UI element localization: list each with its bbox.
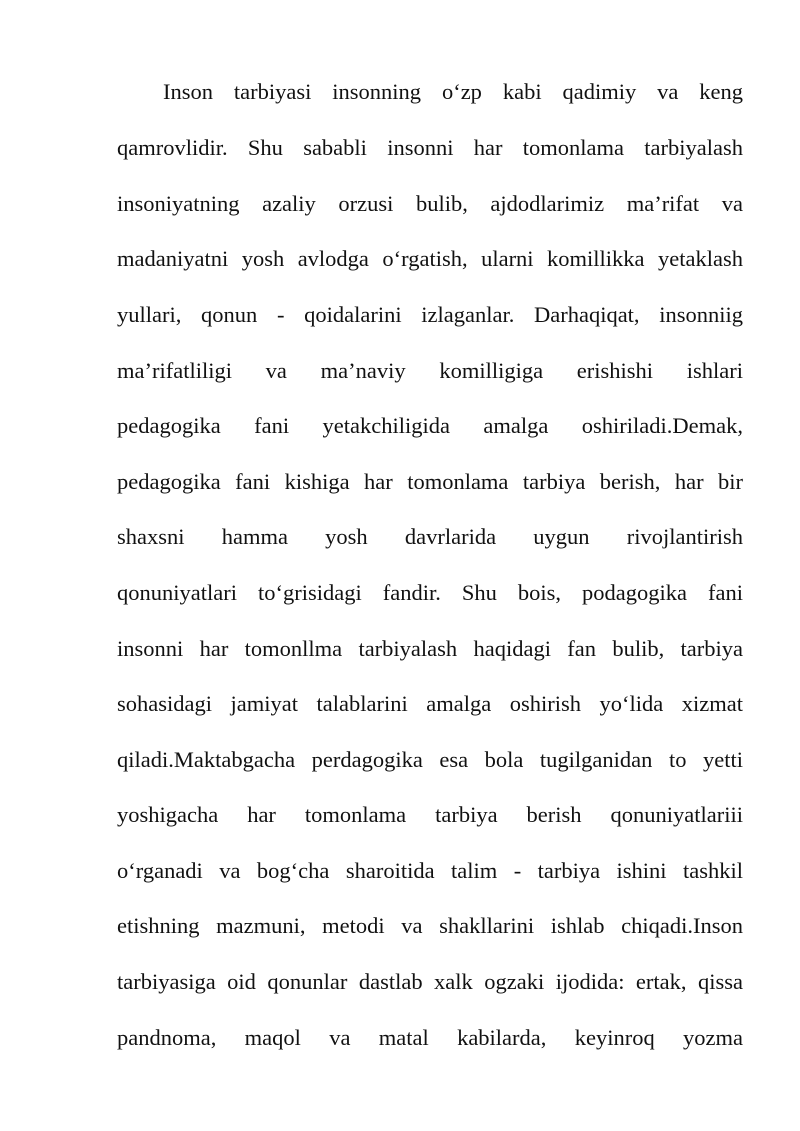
paragraph-line: qamrovlidir. Shu sababli insonni har tomonlama tarbiyalash (117, 135, 743, 160)
paragraph-line: o‘rganadi va bog‘cha sharoitida talim - tarbiya ishini tashkil (117, 858, 743, 883)
paragraph-line: insoniyatning azaliy orzusi bulib, ajdodlarimiz ma’rifat va (117, 191, 743, 216)
paragraph-line: qiladi.Maktabgacha perdagogika esa bola tugilganidan to yetti (117, 747, 743, 772)
paragraph-line: tarbiyasiga oid qonunlar dastlab xalk ogzaki ijodida: ertak, qissa (117, 969, 743, 994)
paragraph-line: Inson tarbiyasi insonning o‘zp kabi qadimiy va keng (163, 79, 743, 104)
paragraph-line: yoshigacha har tomonlama tarbiya berish qonuniyatlariii (117, 802, 743, 827)
paragraph-line: sohasidagi jamiyat talablarini amalga oshirish yo‘lida xizmat (117, 691, 743, 716)
paragraph-line: etishning mazmuni, metodi va shakllarini ishlab chiqadi.Inson (117, 913, 743, 938)
paragraph-line: shaxsni hamma yosh davrlarida uygun rivojlantirish (117, 524, 743, 549)
paragraph-line: pedagogika fani kishiga har tomonlama tarbiya berish, har bir (117, 469, 743, 494)
paragraph-line: pandnoma, maqol va matal kabilarda, keyinroq yozma (117, 1025, 743, 1050)
paragraph-line: yullari, qonun - qoidalarini izlaganlar. Darhaqiqat, insonniig (117, 302, 743, 327)
paragraph-line: insonni har tomonllma tarbiyalash haqidagi fan bulib, tarbiya (117, 636, 743, 661)
paragraph-line: madaniyatni yosh avlodga o‘rgatish, ularni komillikka yetaklash (117, 246, 743, 271)
paragraph-line: ma’rifatliligi va ma’naviy komilligiga erishishi ishlari (117, 358, 743, 383)
paragraph-line: qonuniyatlari to‘grisidagi fandir. Shu bois, podagogika fani (117, 580, 743, 605)
paragraph-line: pedagogika fani yetakchiligida amalga oshiriladi.Demak, (117, 413, 743, 438)
